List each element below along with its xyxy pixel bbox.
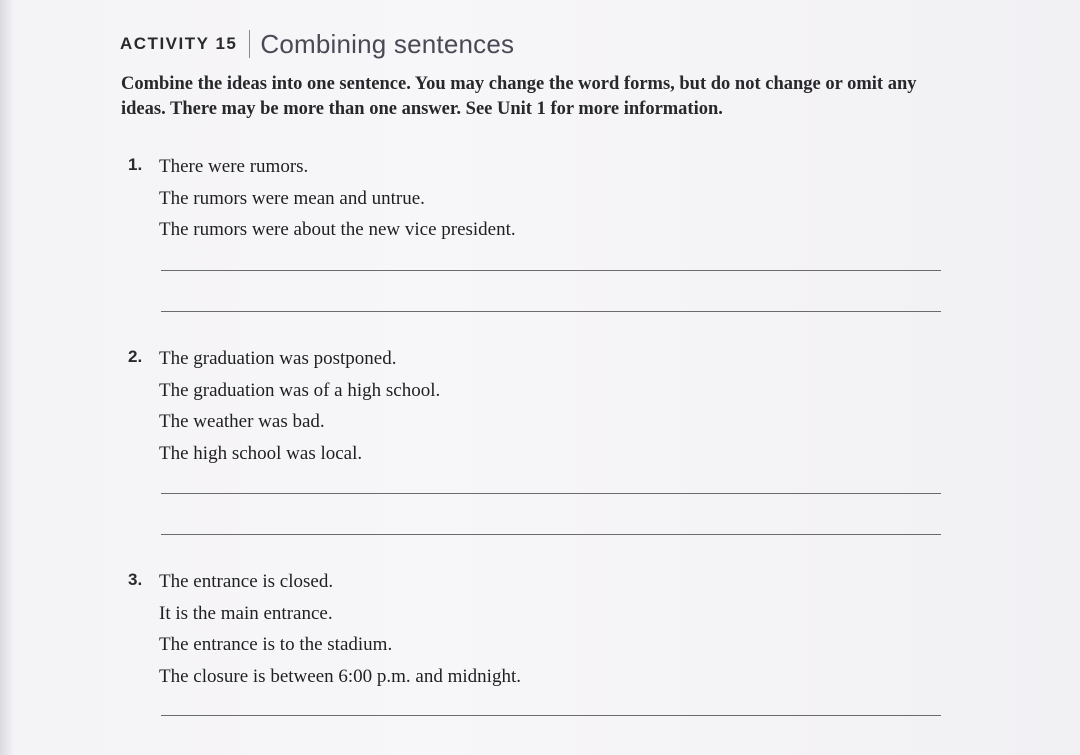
activity-header bbox=[120, 26, 514, 62]
sentence: The rumors were mean and untrue. bbox=[159, 187, 425, 209]
sentence: The entrance is to the stadium. bbox=[159, 634, 393, 655]
item-number: 2. bbox=[128, 347, 143, 366]
item-sentences bbox=[159, 566, 521, 692]
sentence: The graduation was of a high school. bbox=[159, 379, 441, 401]
activity-word: ACTIVITY bbox=[120, 34, 210, 53]
sentence: The high school was local. bbox=[159, 442, 363, 464]
sentence: The entrance is closed. bbox=[159, 571, 334, 592]
item-sentences bbox=[159, 343, 440, 469]
item-sentences bbox=[159, 151, 516, 246]
answer-line[interactable] bbox=[161, 534, 941, 535]
sentence: The weather was bad. bbox=[159, 411, 325, 432]
activity-title: Combining sentences bbox=[260, 28, 515, 59]
activity-number: 15 bbox=[215, 34, 238, 53]
sentence: It is the main entrance. bbox=[159, 602, 333, 624]
answer-line[interactable] bbox=[161, 493, 941, 494]
item-number: 1. bbox=[128, 155, 143, 174]
sentence: The graduation was postponed. bbox=[159, 348, 397, 369]
answer-line[interactable] bbox=[161, 311, 941, 312]
sentence: There were rumors. bbox=[159, 156, 309, 177]
sentence: The closure is between 6:00 p.m. and midnight. bbox=[159, 665, 521, 687]
answer-line[interactable] bbox=[161, 270, 941, 271]
item-number: 3. bbox=[128, 570, 143, 589]
instructions-text: Combine the ideas into one sentence. You may change the word forms, but do not change or omit any ideas. There may be more than one answer. See Unit 1 for more information. bbox=[121, 74, 917, 119]
activity-label bbox=[120, 34, 237, 54]
page-edge-shadow bbox=[0, 0, 14, 755]
answer-line[interactable] bbox=[161, 715, 941, 716]
sentence: The rumors were about the new vice president. bbox=[159, 219, 516, 240]
title-divider bbox=[249, 30, 250, 58]
